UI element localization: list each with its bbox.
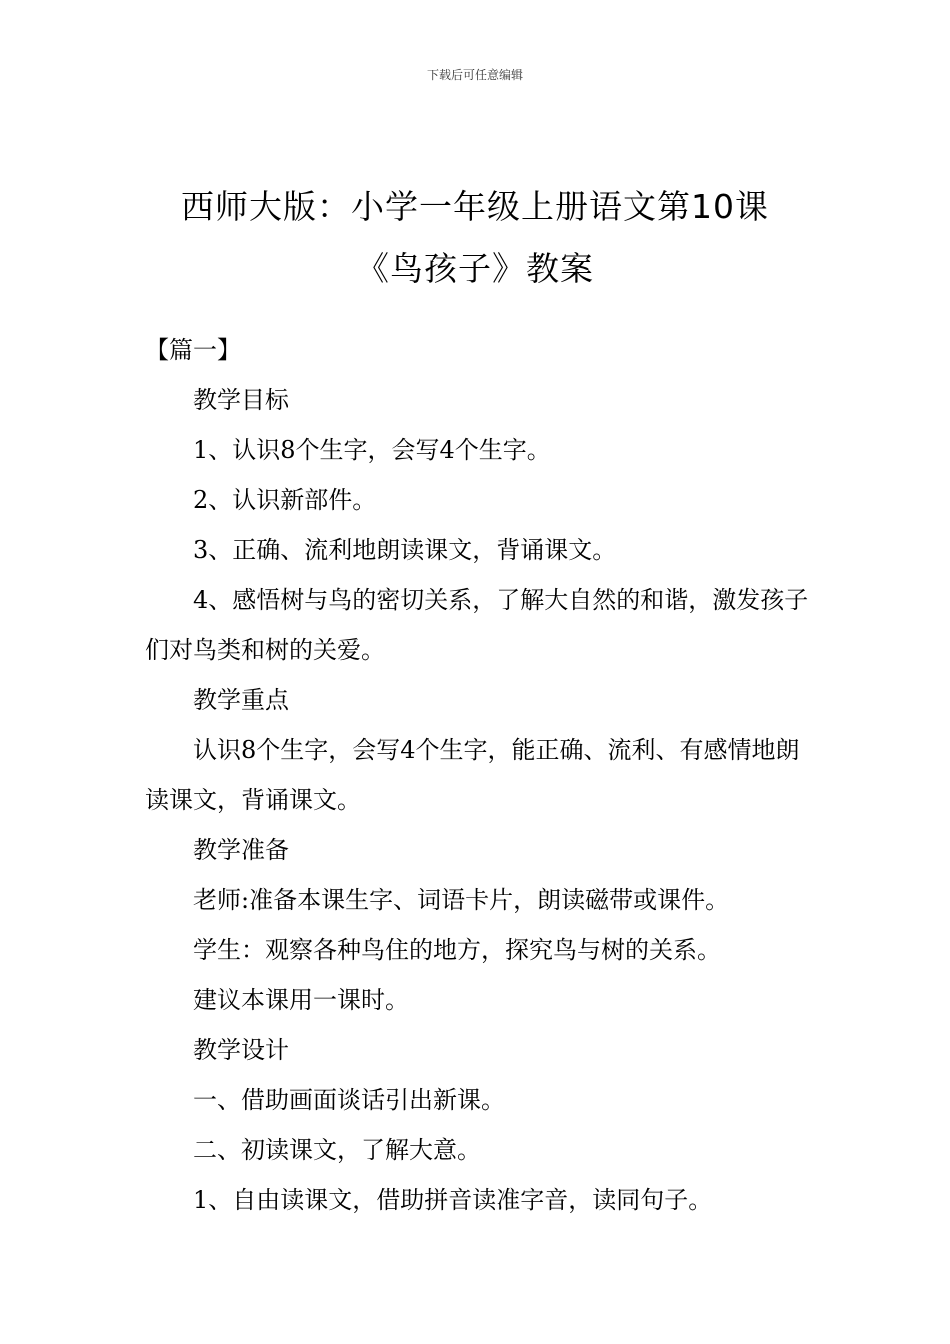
design-step-2: 二、初读课文，了解大意。 bbox=[193, 1136, 481, 1164]
goal-item-4: 4、感悟树与鸟的密切关系，了解大自然的和谐，激发孩子们对鸟类和树的关爱。 bbox=[145, 586, 809, 664]
title-line-1: 西师大版：小学一年级上册语文第10课 bbox=[181, 187, 769, 226]
design-step-1: 一、借助画面谈话引出新课。 bbox=[193, 1086, 505, 1114]
heading-teaching-focus: 教学重点 bbox=[193, 686, 289, 714]
heading-teaching-preparation: 教学准备 bbox=[193, 836, 289, 864]
preparation-teacher: 老师:准备本课生字、词语卡片，朗读磁带或课件。 bbox=[193, 886, 730, 914]
heading-teaching-design: 教学设计 bbox=[193, 1036, 289, 1064]
focus-paragraph: 认识8个生字，会写4个生字，能正确、流利、有感情地朗读课文，背诵课文。 bbox=[145, 736, 800, 814]
title-line-2: 《鸟孩子》教案 bbox=[356, 249, 594, 288]
document-title bbox=[100, 176, 850, 300]
preparation-student: 学生：观察各种鸟住的地方，探究鸟与树的关系。 bbox=[193, 936, 721, 964]
goal-item-1: 1、认识8个生字，会写4个生字。 bbox=[193, 436, 551, 464]
header-note: 下载后可任意编辑 bbox=[426, 68, 523, 82]
document-body bbox=[145, 325, 810, 1225]
goal-item-2: 2、认识新部件。 bbox=[193, 486, 377, 514]
heading-teaching-goals: 教学目标 bbox=[193, 386, 289, 414]
goal-item-3: 3、正确、流利地朗读课文，背诵课文。 bbox=[193, 536, 617, 564]
section-label: 【篇一】 bbox=[145, 336, 241, 364]
lesson-duration-note: 建议本课用一课时。 bbox=[193, 986, 409, 1014]
design-substep-1: 1、自由读课文，借助拼音读准字音，读同句子。 bbox=[193, 1186, 713, 1214]
